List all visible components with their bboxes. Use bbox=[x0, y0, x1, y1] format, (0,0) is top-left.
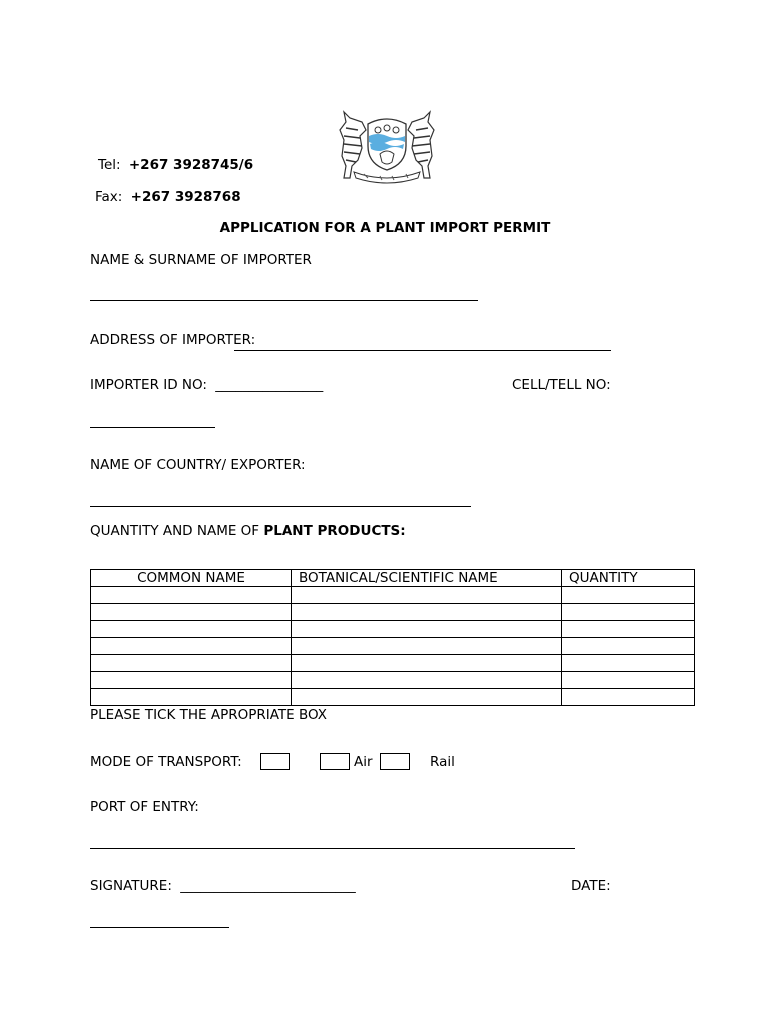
botanical-name-cell[interactable] bbox=[292, 672, 562, 689]
port-input-line[interactable] bbox=[90, 848, 575, 849]
country-input-line[interactable] bbox=[90, 506, 471, 507]
signature-input-line[interactable]: __________________________ bbox=[180, 878, 356, 894]
rail-checkbox[interactable] bbox=[380, 753, 410, 770]
cell-input-line[interactable] bbox=[90, 427, 215, 428]
table-row bbox=[91, 689, 695, 706]
common-name-cell[interactable] bbox=[91, 638, 292, 655]
air-checkbox[interactable] bbox=[320, 753, 350, 770]
quantity-cell[interactable] bbox=[562, 587, 695, 604]
fax-line bbox=[95, 189, 241, 205]
fax-value: +267 3928768 bbox=[130, 189, 241, 205]
rail-label: Rail bbox=[430, 754, 455, 770]
address-label: ADDRESS OF IMPORTER: bbox=[90, 332, 256, 348]
botanical-name-cell[interactable] bbox=[292, 655, 562, 672]
fax-label: Fax: bbox=[95, 189, 123, 205]
quantity-cell[interactable] bbox=[562, 689, 695, 706]
botanical-name-cell[interactable] bbox=[292, 621, 562, 638]
air-label: Air bbox=[354, 754, 373, 770]
col-botanical-name: BOTANICAL/SCIENTIFIC NAME bbox=[292, 570, 562, 587]
cell-label: CELL/TELL NO: bbox=[512, 377, 611, 393]
table-row bbox=[91, 672, 695, 689]
date-input-line[interactable] bbox=[90, 927, 229, 928]
tel-label: Tel: bbox=[98, 157, 121, 173]
col-common-name: COMMON NAME bbox=[91, 570, 292, 587]
country-label: NAME OF COUNTRY/ EXPORTER: bbox=[90, 457, 306, 473]
name-label: NAME & SURNAME OF IMPORTER bbox=[90, 252, 312, 268]
id-line bbox=[90, 377, 323, 393]
quantity-bold: PLANT PRODUCTS: bbox=[263, 523, 406, 539]
table-row bbox=[91, 587, 695, 604]
address-input-line[interactable] bbox=[234, 350, 611, 351]
tick-instruction: PLEASE TICK THE APROPRIATE BOX bbox=[90, 707, 328, 723]
common-name-cell[interactable] bbox=[91, 672, 292, 689]
botanical-name-cell[interactable] bbox=[292, 587, 562, 604]
common-name-cell[interactable] bbox=[91, 604, 292, 621]
name-input-line[interactable] bbox=[90, 300, 478, 301]
quantity-heading bbox=[90, 523, 406, 539]
table-header-row bbox=[91, 570, 695, 587]
quantity-cell[interactable] bbox=[562, 604, 695, 621]
signature-line bbox=[90, 878, 356, 894]
common-name-cell[interactable] bbox=[91, 689, 292, 706]
signature-label: SIGNATURE: bbox=[90, 878, 172, 894]
transport-label: MODE OF TRANSPORT: bbox=[90, 754, 242, 770]
table-row bbox=[91, 621, 695, 638]
table-row bbox=[91, 655, 695, 672]
botanical-name-cell[interactable] bbox=[292, 638, 562, 655]
coat-of-arms-icon bbox=[336, 108, 438, 184]
quantity-cell[interactable] bbox=[562, 621, 695, 638]
tel-line bbox=[98, 157, 253, 173]
id-label: IMPORTER ID NO: bbox=[90, 377, 207, 393]
form-title: APPLICATION FOR A PLANT IMPORT PERMIT bbox=[219, 220, 551, 236]
common-name-cell[interactable] bbox=[91, 655, 292, 672]
quantity-cell[interactable] bbox=[562, 655, 695, 672]
quantity-cell[interactable] bbox=[562, 672, 695, 689]
common-name-cell[interactable] bbox=[91, 587, 292, 604]
quantity-prefix: QUANTITY AND NAME OF bbox=[90, 523, 264, 539]
plant-products-table bbox=[90, 569, 695, 706]
common-name-cell[interactable] bbox=[91, 621, 292, 638]
quantity-cell[interactable] bbox=[562, 638, 695, 655]
table-row bbox=[91, 604, 695, 621]
botanical-name-cell[interactable] bbox=[292, 689, 562, 706]
botanical-name-cell[interactable] bbox=[292, 604, 562, 621]
col-quantity: QUANTITY bbox=[562, 570, 695, 587]
transport-first-checkbox[interactable] bbox=[260, 753, 290, 770]
id-input-line[interactable]: ________________ bbox=[215, 377, 324, 393]
tel-value: +267 3928745/6 bbox=[128, 157, 254, 173]
date-label: DATE: bbox=[571, 878, 611, 894]
table-row bbox=[91, 638, 695, 655]
port-label: PORT OF ENTRY: bbox=[90, 799, 199, 815]
